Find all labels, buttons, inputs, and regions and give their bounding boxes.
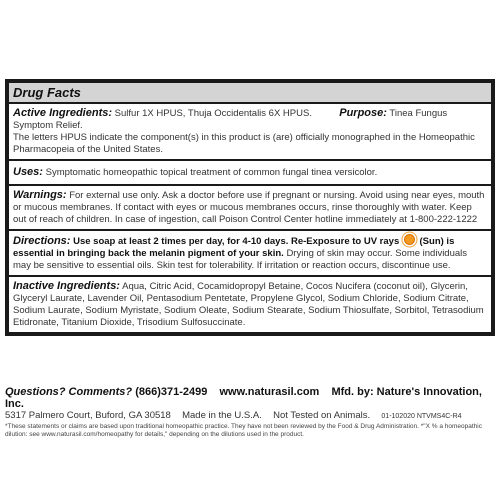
phone-number: (866)371-2499 (135, 386, 208, 398)
warnings-label: Warnings: (13, 189, 67, 201)
warnings-section (9, 186, 491, 231)
drug-facts-title-row (9, 83, 491, 104)
product-code: 01-102020 NTVMS4C-R4 (381, 413, 462, 420)
uses-label: Uses: (13, 166, 43, 178)
questions-label: Questions? Comments? (5, 386, 133, 398)
uses-section (9, 161, 491, 186)
directions-text: Drying of skin may occur. Some individuals may be sensitive to essential oils. Skin test for tolerability. If irritation or reaction occurs, discontinue use. (13, 248, 468, 271)
active-ingredients-section (9, 104, 491, 161)
purpose-text: Tinea Fungus Symptom Relief. (13, 108, 448, 131)
directions-label: Directions: (13, 235, 71, 247)
uses-text: Symptomatic homeopathic topical treatment of common fungal tinea versicolor. (45, 167, 378, 178)
not-tested: Not Tested on Animals. (273, 410, 371, 421)
warnings-text: For external use only. Ask a doctor before use if pregnant or nursing. Avoid using near eyes, mouth or mucous membranes. If contact with eyes or mucous membranes occurs, rinse thoroughly with water. Keep out of reach of children. In case of ingestion, call Poison Control Center hotline immediately at 1-800-222-1222 (13, 190, 485, 225)
directions-section (9, 231, 491, 277)
website-link[interactable]: www.naturasil.com (219, 386, 320, 398)
manufacturer: Mfd. by: Nature's Innovation, Inc. (5, 386, 482, 410)
sun-icon (404, 234, 415, 245)
directions-bold-text-1: Use soap at least 2 times per day, for 4-10 days. Re-Exposure to UV rays (73, 236, 400, 247)
active-ingredients-label: Active Ingredients: (13, 107, 113, 119)
inactive-ingredients-label: Inactive Ingredients: (13, 280, 120, 292)
address: 5317 Palmero Court, Buford, GA 30518 (5, 410, 171, 421)
inactive-ingredients-section (9, 277, 491, 332)
disclaimer: *These statements or claims are based upon traditional homeopathic practice. They have not been reviewed by the Food & Drug Administration. *"X % a homeopathic dilution: see www.naturasil.com/homeopathy for details," depending on the dilutions used in the product. (5, 423, 482, 438)
active-ingredients-text: Sulfur 1X HPUS, Thuja Occidentalis 6X HPUS. (114, 108, 312, 119)
directions-bold-text-2: (Sun) is essential in bringing back the melanin pigment of your skin. (13, 236, 455, 259)
hpus-note: The letters HPUS indicate the component(s) in this product is (are) officially monographed in the Homeopathic Pharmacopeia of the United States. (13, 132, 475, 155)
drug-facts-panel (5, 79, 495, 336)
label-footer (5, 386, 493, 439)
purpose-label: Purpose: (339, 107, 387, 119)
drug-facts-title: Drug Facts (13, 85, 81, 100)
inactive-ingredients-text: Aqua, Citric Acid, Cocamidopropyl Betaine, Cocos Nucifera (coconut oil), Glycerin, Glyceryl Laurate, Lavender Oil, Pentasodium Pentetate, Propylene Glycol, Sodium Chloride, Sodium Citrate, Sodium Laurate, Sodium Myristate, Sodium Oleate, Sodium Stearate, Sodium Thiosulfate, Sorbitol, Tetrasodium Etidronate, Titanium Dioxide, Trisodium Sulfosuccinate. (13, 281, 484, 328)
made-in: Made in the U.S.A. (182, 410, 262, 421)
